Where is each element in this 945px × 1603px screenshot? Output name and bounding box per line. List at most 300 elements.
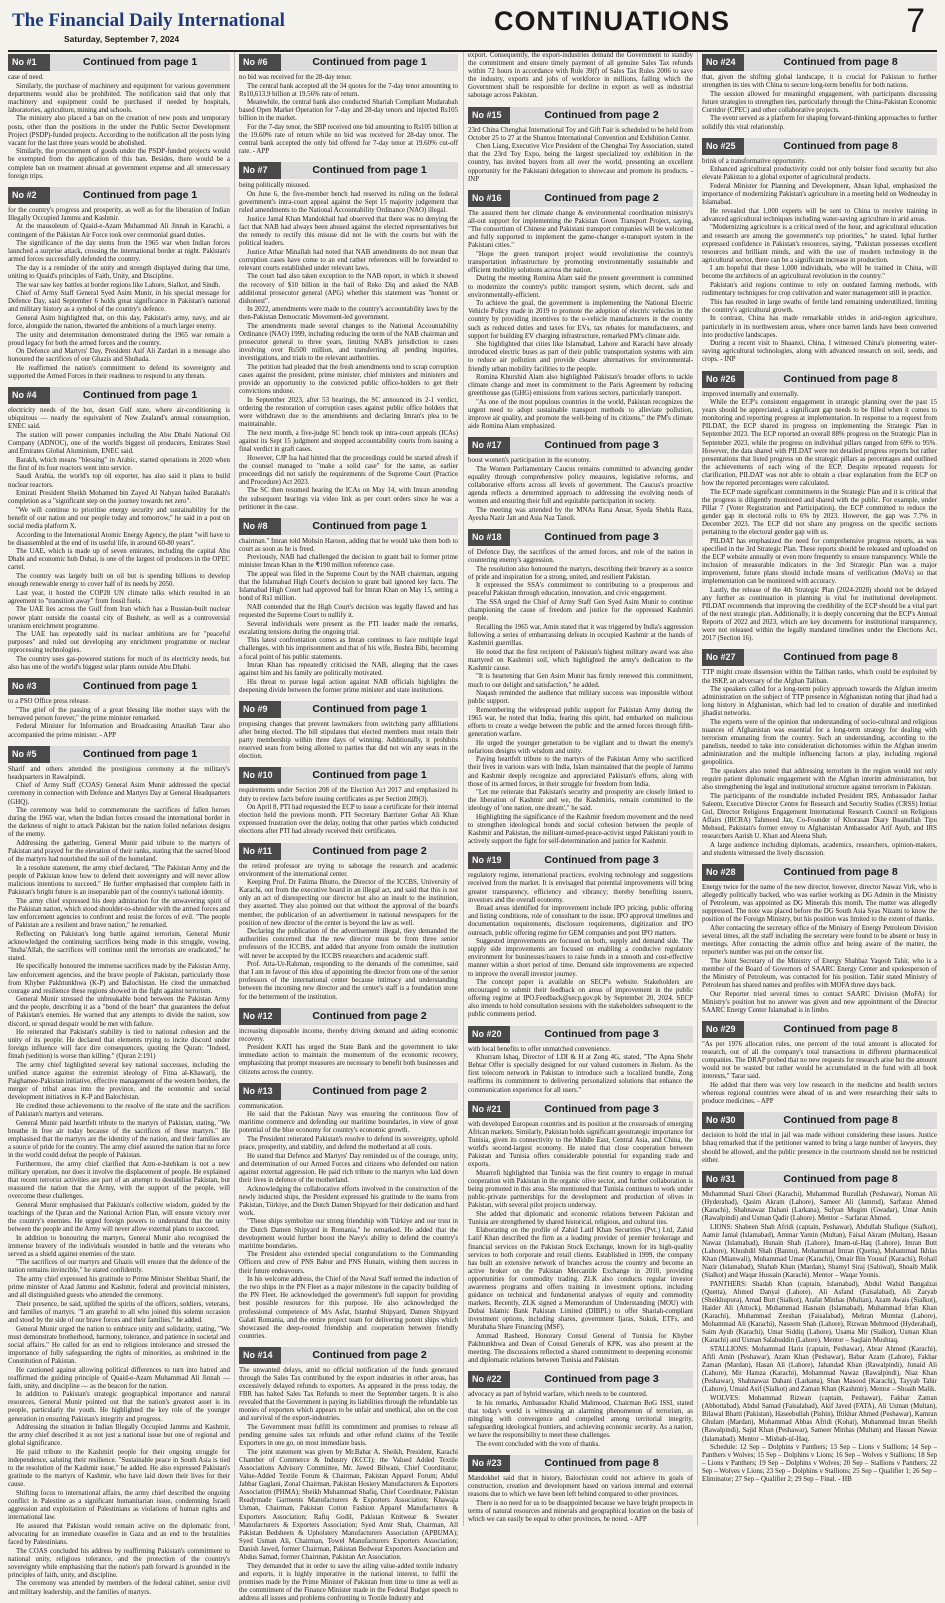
article-header [8, 187, 230, 204]
continued-label: Continued from page 1 [50, 746, 230, 763]
article-header [239, 1347, 458, 1364]
article-header [702, 54, 937, 71]
paragraph: proposing changes that prevent lawmakers from switching party affiliations after being elected. The bill stipulates that elected members must retain their party membership within three days of winning. Additionally, it prohibits reserved seats from being allotted to parties that did not win any seats in the election. [239, 720, 458, 761]
article [239, 54, 458, 156]
article-number-tag: No #26 [702, 371, 744, 388]
paragraph: The petition had pleaded that the fresh amendments tend to scrap corruption cases against the president, prime minister, chief ministers and ministers and provide an opportunity to the convicted public office-holders to get their convictions undone. [239, 364, 458, 396]
article-header [702, 1021, 937, 1038]
article-number-tag: No #7 [239, 162, 281, 179]
article-header [8, 746, 230, 763]
continued-label: Continued from page 1 [50, 678, 230, 695]
article-header [702, 649, 937, 666]
paragraph: The court had also taken exception to the NAB report, in which it showed the recovery of $10 billion in the bail of Reko Diq and asked the NAB additional prosecutor general (APG) whether this statement was "honest or dishonest". [239, 273, 458, 305]
article-number-tag: No #30 [702, 1112, 744, 1129]
issue-date: Saturday, September 7, 2024 [64, 34, 180, 44]
paragraph: The central bank accepted all the 34 quotes for the 7-day tenor amounting to Rs10,613.9 billion at 19.56% rate of return. [239, 82, 458, 98]
paragraph: Meanwhile, the central bank also conducted Shariah Compliant Mudarabah based Open Market Operation for 7-day and 28-day tenors and injected Rs105 billion in the market. [239, 99, 458, 123]
paragraph: Highlighting the significance of the Kashmir freedom movement and the need to strengthen ideological bonds and social cohesion between the people of Kashmir and Pakistan, the militant-turned-peace-activist urged Pakistani youth to actively support the fight for self-determination and justice for Kashmir. [468, 814, 693, 846]
article-body [8, 207, 230, 381]
continued-label: Continued from page 3 [510, 437, 693, 454]
continued-label: Continued from page 3 [510, 1026, 693, 1043]
paragraph: During the meeting Romina Alam said the present government is committed to modernize the country's public transport system, which decent, safe and environmentally-efficient. [468, 275, 693, 299]
article [702, 138, 937, 365]
paragraph: The country uses gas-powered stations for much of its electricity needs, but also has one of the world's biggest solar plants outside Abu Dhabi. [8, 656, 230, 672]
paragraph: The appeal was filed in the Supreme Court by the NAB chairman, arguing that the Islamabad High Court's decision to grant bail ignored key facts. The Islamabad High Court had approved bail for Imran Khan on May 15, setting a bond of Rs1 million. [239, 571, 458, 603]
article-body [239, 1367, 458, 1603]
paragraph: The significance of the day stems from the 1965 war when Indian forces launched a surprise attack, crossing the international border at night. Pakistan's armed forces successfully defended the country. [8, 240, 230, 264]
article [468, 1026, 693, 1095]
paragraph: Romina Khurshid Alam also highlighted Pakistan's broader efforts to tackle climate change and meet its commitment to the Paris Agreement by reducing greenhouse gas (GHG) emissions from various sectors, particularly transport. [468, 374, 693, 398]
paragraph: In September 2023, after 53 hearings, the SC announced its 2-1 verdict, ordering the restoration of corruption cases against public office holders that were withdrawn due to the amendments and declaring Imran's plea to be maintainable. [239, 396, 458, 429]
paragraph: She added that diplomatic and economic relations between Pakistan and Tunisia are strengthened by shared historical, religious, and cultural ties. [468, 1210, 693, 1226]
article-number-tag: No #25 [702, 138, 744, 155]
article-header [468, 1455, 693, 1472]
paragraph: To achieve the goal, the government is implementing the National Electric Vehicle Policy made in 2019 to promote the adoption of electric vehicles in the country by providing incentives to the e-vehicle manufacturers in the country such as reduced duties and taxes for EVs, tax rebates for manufacturers, and support for building EV charging infrastructure, remarked PM's climate aide. [468, 300, 693, 340]
paragraph: He assured that Pakistan would remain active on the diplomatic front, advocating for an immediate ceasefire in Gaza and an end to the brutalities faced by Palestinians. [8, 1522, 230, 1546]
paragraph: I am hopeful that these 1,000 individuals, who will be trained in China, will become the architects of an agricultural revolution in the country." [702, 265, 937, 281]
article [468, 1101, 693, 1366]
article-number-tag: No #6 [239, 54, 281, 71]
paragraph: Lastly, the release of the 4th Strategic Plan (2024-2028) should not be delayed any further as continuation in planning is vital for institutional development. PILDAT recommends that improving the credibility of the ECP should be a vital part of the next strategic plan. Additionally, it is deeply concerning that the ECP's Annual Reports of 2022 and 2023, which are key documents for institutional transparency, were not released within the legally mandated timelines under the Elections Act, 2017 (Section 16). [702, 586, 937, 643]
paragraph: no bid was received for the 28-day tenor. [239, 74, 352, 81]
paragraph: Acknowledging the collaborative efforts involved in the construction of the newly inducted ships, the President expressed his gratitude to the teams from Pakistan, Türkiye, and the Dutch Damen Shipyard for their dedication and hard work. [239, 1185, 458, 1217]
paragraph: In 2022, amendments were made to the country's accountability laws by the then-Pakistan Democratic Movement-led government. [239, 306, 458, 322]
paragraph: While the ECP's consistent engagement in strategic planning over the past 15 years should be appreciated, a significant gap needs to be filled when it comes to monitoring and reporting progress at implementation. In response to a request from PILDAT, the ECP shared its progress on implementing the Strategic Plan in September 2023. The ECP reported an overall 88% progress on the Strategic Plan in September 2023, while the progress on individual pillars ranged from 69% to 95%. However, the data shared with PILDAT were not detailed progress reports but rather presentations that listed progress on the strategic pillars as percentages and outlined the achievements of each wing of the ECP. Despite repeated requests for clarification, PILDAT was not able to obtain a clear explanation from the ECP on how the reported percentages were calculated. [702, 399, 937, 488]
article-body [468, 210, 693, 432]
paragraph: "It is heartening that Gen Asim Munir has firmly renewed this commitment, much to our delight and satisfaction," he added. [468, 673, 693, 689]
article [468, 107, 693, 184]
paragraph: The ministry also placed a ban on the creation of new posts and temporary posts, other than the positions in the under the Public Sector Development Project (PSDP)-funded projects. According to the notification all the posts lying vacant for the last three years would be abolished. [8, 115, 230, 147]
article-header [8, 54, 230, 71]
paragraph: "As one of the most populous countries in the world, Pakistan recognizes the urgent need to adopt sustainable transport methods to alleviate pollution, improve air quality, and promote the well-being of its citizens," the PM's climate aide Romina Alam emphasized. [468, 398, 693, 431]
article-number-tag: No #1 [8, 54, 50, 71]
continued-label: Continued from page 1 [50, 54, 230, 71]
paragraph: After contacting the secretary office of the Ministry of Energy Petroleum Division several times, all the staff including the secretary were found to be absent or busy in meetings. After contacting the admin office and being aware of the matter, the reporter's number was put on the censor list. [702, 925, 937, 957]
paragraph: advocacy as part of hybrid warfare, which needs to be countered. [468, 1391, 648, 1399]
paragraph: The participants of the roundtable included President IRS, Ambassador Jauhar Saleem, Executive Director Centre for Research and Security Studies (CRSS) Imtiaz Gul, Director Religious Engagement International Research Council on Religious Affairs (IRCRA) Tahmeed Jan, Co-Founder of Khorasan Diary Ihsanullah Tipu Mehsud, Pakistan's former envoy to Afghanistan Ambassador Arif Ayub, and IRS researchers Aarish U. Khan and Aleena Shah. [702, 792, 937, 841]
article-header [702, 864, 937, 881]
paragraph: The speakers called for a long-term policy approach towards the Afghan interim administration on the subject of TTP presence in Afghanistan noting that jihad had a long history in Afghanistan, which had led to creation of durable and interlinked jihadist networks. [702, 686, 937, 718]
paragraph: This latest confrontation comes as Imran continues to face multiple legal challenges, with his imprisonment and that of his wife, Bushra Bibi, becoming a focal point of his public statements. [239, 637, 458, 661]
paragraph: Remembering the widespread public support for Pakistan Army during the 1965 war, he noted that India, fearing this spirit, had embarked on malicious efforts to create a wedge between the public and the armed forces through fifth-generation warfare. [468, 706, 693, 739]
paragraph: to a PSO Office press release. [8, 698, 91, 706]
paragraph: In contrast, China has made remarkable strides in arid-region agriculture, particularly in its northwestern areas, where once barren lands have been converted into productive landscapes. [702, 315, 937, 339]
paragraph: The UAE has repeatedly said its nuclear ambitions are for "peaceful purposes" and ruled out developing any enrichment programme or nuclear reprocessing technologies. [8, 631, 230, 655]
article-header [239, 54, 458, 71]
paragraph: General Munir paid heartfelt tribute to the martyrs of Pakistan, stating, "We breathe in free air today because of the sacrifices of these martyrs." He emphasised that the martyrs are the identity of the nation, and their families are a source of pride for the country. The army chief assured the nation that no force in the world could defeat the people of Pakistan. [8, 1119, 230, 1160]
article-body [8, 407, 230, 672]
paragraph: The station will power companies including the Abu Dhabi National Oil Company (ADNOC), one of the world's biggest oil producers, Emirates Steel and Emirates Global Aluminium, ENEC said. [8, 431, 230, 456]
paragraph: WOLVES: Mohammad Rizwan (captain, Peshawar), Fakhar Zaman (Abbottabad), Abdul Samad (Faisalabad), Akif Javed (FATA), Ali Usman (Multan), Bilawal Bhatti (Pakistan), Haseebullah (Pishin), Iftikhar Ahmed (Peshawar), Kamran Ghulam (Mardan), Mohammad Abbas Afridi (Kohat), Muhammad Imran Sheikh (Rawalpindi), Sajid Khan (Peshawar), Sameer Minhas (Multan) and Hassan Nawaz (Islamabad). Mentor – Misbah-ul-Haq. [702, 1395, 937, 1443]
paragraph: A large audience including diplomats, academics, researchers, opinion-makers, and students witnessed the lively discussion. [702, 841, 937, 857]
article-header [239, 1083, 458, 1100]
paragraph: Justice Athar Minallah had noted that NAB amendments do not mean that corruption cases have come to an end rather references will be forwarded to relevant courts established under relevant laws. [239, 248, 458, 272]
article-body [8, 766, 230, 1597]
paragraph: The joint statement was given by Mr.Babar A. Sheikh, President, Karachi Chamber of Commerce & Industry (KCCI); the Valued Added Textile Associations Advisory Committee, Mr. Jawed Bilwani, Chief Coordinator, Value-Added Textile Forum & Chairman, Pakistan Apparel Forum; Abdul Jabbar Gaglani, Zonal Chairman, Pakistan Hosiery Manufacturers & Exporters Association (PHMA); Sheikh Muhammad Shafiq, Chief Coordinator, Pakistan Readymade Garments Manufacturers & Exporters Association; Khawaja Usman, Chairman, Pakistan Cotton Fashion Apparel Manufacturers & Exporters Association; Rafiq Godil, Pakistan Knitwear & Sweater Manufacturers & Exporters Association; Syed Amir Shah, Chairman, All Pakistan Bedsheets & Upholstery Manufacturers Association (APBUMA); Syed Usman Ali, Chairman, Towel Manufacturers Exporters Association; Danish Jawed, former Chairman, Pakistan Bedwear Exporters Association and Abdus Samad, former Chairman, Pakistan Art Association. [239, 1448, 458, 1562]
paragraph: Previously, NAB had challenged the decision to grant bail to former prime minister Imran Khan in the ₹190 million reference case. [239, 554, 458, 570]
continued-label: Continued from page 8 [744, 1112, 937, 1129]
paragraph: Prof. Atta-Ur-Rahman, responding to the demands of the committee, said that I am in favour of this idea of appointing the director from one of the senior professors of the international center because intimacy and understanding between the incoming new director and the center's staff is a foundation stone for the betterment of the institution. [239, 961, 458, 1001]
paragraph: The war saw key battles at border regions like Lahore, Sialkot, and Sindh. [16, 281, 221, 289]
article-body [702, 1041, 937, 1106]
paragraph: Khurram Ishaq, Director of LDI & H at Zong 4G, stated, "The Apna Shehr Behtar Offer is specially designed for our valued customers in Jhelum. As the first telecom network in Pakistan to introduce such a localized bundle, Zong reaffirms its commitment to delivering personalized solutions that enhance the communication experience for all users." [468, 1054, 693, 1094]
paragraph: export. Consequently, the export-industries demand the Government to standby the commitment and ensure timely payment of all genuine Sales Tax refunds within 72 hours in accordance with Rule 39(f) of Sales Tax Rules 2006 to save the industry, exports and jobs of workforce in millions, failing which the Government shall be responsible for decline in export as well as industrial sabotage across Pakistan. [468, 52, 693, 100]
continued-label: Continued from page 3 [510, 529, 693, 546]
article-header [468, 852, 693, 869]
article-number-tag: No #4 [8, 387, 50, 404]
continued-label: Continued from page 3 [510, 1371, 693, 1388]
paragraph: During a recent visit to Shaanxi, China, I witnessed China's pioneering water-saving agricultural technologies, along with advanced research on soil, seeds, and crops. - INP [702, 340, 937, 364]
paragraph: Naqash reminded the audience that military success was impossible without public support. [468, 690, 693, 706]
article-number-tag: No #18 [468, 529, 510, 546]
paragraph: the retired professor are trying to sabotage the research and academic environment of the international center. [239, 862, 458, 878]
paragraph: The army chief expressed his gratitude to Prime Minister Shehbaz Sharif, the prime minister of Azad Jammu and Kashmir, federal and provincial ministers, and all distinguished guests who attended the ceremony. [8, 1275, 230, 1300]
paragraph: Energy twice for the name of the new director, however, director Nawaz Virk, who is allegedly politically backed, who was earlier working as DG Admin in the Ministry of Petroleum, was appointed as DG Minerals this month. The matter was allegedly suppressed. The note was placed before the DG South Asia Syas Nizami to know the position of the Foreign Ministry, but his position was limited to the extent of thanks. [702, 884, 937, 924]
paragraph: The session allowed for meaningful engagement, with participants discussing future strategies to strengthen ties, particularly through the China-Pakistan Economic Corridor (CPEC) and other collaborative projects. [702, 90, 937, 114]
paragraph: PILDAT has emphasized the need for comprehensive progress reports, as was specified in the 3rd Strategic Plan. These reports should be released and uploaded on the ECP website annually or even more frequently to ensure transparency. While the inclusion of measurable indicators in the 3rd Strategic Plan was a major improvement, future plans should include means of verification (MoVs) so that implementation can be monitored with accuracy. [702, 537, 937, 586]
article-number-tag: No #22 [468, 1371, 510, 1388]
paragraph: General Munir urged the nation to embrace unity and solidarity, stating, "We must demonstrate brotherhood, harmony, tolerance, and patience in societal and social affairs." He called for an end to religious intolerance and stressed the importance of fully safeguarding the rights of minorities, as enshrined in the Constitution of Pakistan. [8, 1325, 230, 1365]
article-number-tag: No #16 [468, 190, 510, 207]
paragraph: Ammad Rasheed, Honorary Consul General of Tunisia for Khyber Pakhtunkhwa and Dean of Consul Generals of KPK, was also present at the meeting. The discussions reflected a shared commitment to deepening economic and diplomatic relations between Tunisia and Pakistan. [468, 1333, 693, 1365]
article-body [702, 74, 937, 132]
article-header [468, 437, 693, 454]
article [239, 162, 458, 511]
article-body [702, 391, 937, 644]
paragraph: electricity needs of the hot, desert Gulf state, where air-conditioning is ubiquitous — nearly the equivalent of New Zealand's annual consumption, ENEC said. [8, 407, 230, 431]
article-body [468, 457, 693, 523]
article [239, 1083, 458, 1341]
paragraph: This has resulted in large swaths of fertile land remaining underutilized, limiting the country's agricultural growth. [702, 298, 937, 314]
paragraph: Furthermore, the army chief clarified that Azm-e-Istehkam is not a new military operation, nor does it involve the displacement of people. He explained that recent terrorist activities are part of an attempt to destabilise Pakistan, but reassured the nation that the Army, with the support of the people, will overcome these challenges. [8, 1160, 230, 1201]
article [468, 52, 693, 101]
article [702, 864, 937, 1015]
article-number-tag: No #12 [239, 1008, 281, 1025]
article-header [702, 138, 937, 155]
paragraph: "The grief of the passing of a great blessing like mother stays with the bereaved person forever," the prime minister remarked. [8, 706, 230, 722]
article-number-tag: No #14 [239, 1347, 281, 1364]
article-number-tag: No #29 [702, 1021, 744, 1038]
paragraph: In addition to honouring the martyrs, General Munir also recognised the immense bravery of the individuals wounded in battle and the veterans who served as a shield against enemies of the state. [8, 1234, 230, 1258]
paragraph: "Modernizing agriculture is a critical need of the hour, and agricultural education and research are among the government's top priorities," he stated. Iqbal further expressed confidence in Pakistan's resources, saying, "Pakistan possesses excellent resources and brilliant minds, and with the use of modern technology in the agricultural sector, there can be a significant increase in production. [702, 224, 937, 264]
paragraph: The army chief highlighted several key national successes, including the unified stance against the extremist ideology of Fitna al-Khawarij, the Paighamee-Pakistan initiative, effective management of the western borders, the merger of tribal areas into the province, and the economic and social development initiatives in K-P and Balochistan. [8, 1062, 230, 1102]
paragraph: Chen Liang, Executive Vice President of the Chenghai Toy Association, stated that the 23rd Toy Expo, being the largest specialized toy exhibition in the country, has invited buyers from all over the world, presenting an excellent opportunity for the Pakistani delegation to showcase and promote its products. - INP [468, 143, 693, 183]
continued-label: Continued from page 8 [744, 371, 937, 388]
page-number: 7 [906, 2, 925, 40]
article-number-tag: No #8 [239, 518, 281, 535]
paragraph: On Defence and Martyrs' Day, President Asif Ali Zardari in a message also honoured the sacrifices of our Ghazis and Shuhada. [8, 348, 230, 364]
paragraph: The resolution also honoured the martyrs, describing their bravery as a source of pride and inspiration for a strong, united, and resilient Pakistan. [468, 565, 693, 581]
article-number-tag: No #31 [702, 1171, 744, 1188]
paragraph: Enhanced agricultural productivity could not only bolster food security but also elevate Pakistan to a global exporter of agricultural products. [702, 166, 937, 182]
article-number-tag: No #19 [468, 852, 510, 869]
continued-label: Continued from page 1 [281, 54, 458, 71]
paragraph: Federal Minister for Planning and Development, Ahsan Iqbal, emphasized the importance of modernizing Pakistan's agriculture in a meeting held on Wednesday in Islamabad. [702, 182, 937, 207]
paragraph: Several individuals were present as the PTI leader made the remarks, escalating tensions during the ongoing trial. [239, 620, 458, 636]
paragraph: He noted that the first recipient of Pakistan's highest military award was also martyred on Kashmiri soil, which highlighted the army's dedication to the Kashmir cause. [468, 648, 693, 672]
paragraph: The UAE, which is made up of seven emirates, including the capital Abu Dhabi and economic hub Dubai, is one of the largest oil producers in the OPEC cartel. [8, 548, 230, 572]
paragraph: Justice Jamal Khan Mandokhail had observed that there was no denying the fact that NAB had always been abused against the elected representatives but the remedy to rectify this misuse did not lie with the courts but with the political leaders. [239, 215, 458, 248]
paragraph: In his remarks, Ambassador Khalid Mahmood, Chairman BoG ISSI, stated that today's world is witnessing an alarming phenomenon of terrorism, as mingling with convergence and compelled among territorial integrity, safeguarding ideological frontiers, and achieving economic security. As a nation, we have the responsibility to meet these challenges. [468, 1400, 693, 1440]
paragraph: "As per 1976 allocation rules, one percent of the total amount is allocated for research, out of all the company's total transactions in different pharmaceutical companies. The DRAP probed that no new requests for research arise but the amount would not be wasted but rather would be accumulated in the fund with all book interests," Tarar said. [702, 1041, 937, 1081]
paragraph: Similarly, the procurement of goods under the PSDP-funded projects would be exempted from the application of this ban. Besides, there would be a complete ban on treatment abroad at government expense and all unnecessary foreign trips. [8, 148, 230, 180]
paragraph: STALLIONS: Mohammad Haris (captain, Peshawar), Abrar Ahmed (Karachi), Afifi Amin (Peshawar), Azam Khan (Peshawar), Babar Azam (Lahore), Fakhar Zaman (Mardan), Hasan Ali (Lahore), Jahandad Khan (Rawalpindi), Junaid Ali (Lahore), Mir Hamza (Karachi), Mohammad Nawaz (Rawalpindi), Niaz Khan (Peshawar), Shahnawaz Dahani (Larkana), Shan Masood (Karachi), Tayyab Tahir (Lahore), Umaid Asif (Sialkot) and Zaman Khan (Kashmir). Mentor – Shoaib Malik. [702, 1345, 937, 1394]
article-body [702, 669, 937, 858]
paragraph: Imran Khan has repeatedly criticised the NAB, alleging that the cases against him and his family are politically motivated. [239, 662, 458, 678]
continued-label: Continued from page 1 [50, 387, 230, 404]
paragraph: case of need. [8, 74, 44, 81]
article-number-tag: No #17 [468, 437, 510, 454]
paragraph: Addressing the situation in Indian Illegally Occupied Jammu and Kashmir, the army chief described it as not just a national issue but one of regional and global significance. [8, 1424, 230, 1448]
article [702, 371, 937, 644]
paragraph: Mandokhel said that in history, Balochistan could not achieve its goals of construction, creation and development based on various internal and external reasons due to which we have been left behind compared to other provinces. [468, 1475, 693, 1499]
paragraph: Chief of Army Staff (COAS) General Asim Munir addressed the special ceremony in connection with Defence and Martyrs Day at General Headquarters (GHQ). [8, 782, 230, 806]
article [239, 843, 458, 1002]
article-header [468, 1101, 693, 1118]
continued-label: Continued from page 8 [744, 54, 937, 71]
paragraph: Muarrefi highlighted that Tunisia was the first country to engage in mutual cooperation with Pakistan in the organic olive sector, and further collaboration is being promoted in this area. She mentioned that Tunisia continues to work under public-private partnerships for the development and production of olives in Pakistan, with several pilot projects underway. [468, 1169, 693, 1210]
article-number-tag: No #13 [239, 1083, 281, 1100]
continued-label: Continued from page 1 [281, 701, 458, 718]
paragraph: There is no need for us to be disappointed because we have bright prospects in terms of natural resources and minerals and geographical location on the basis of which we can easily be equal to other provinces, he noted. - APP [468, 1499, 693, 1524]
continued-label: Continued from page 8 [510, 1455, 693, 1472]
article [702, 1021, 937, 1106]
article-body [468, 1046, 693, 1095]
paragraph: Schedule: 12 Sep – Dolphins v Panthers; 13 Sep – Lions v Stallions; 14 Sep – Panthers v Wolves; 15 Sep – Dolphins v Lions; 16 Sep – Wolves v Stallions; 18 Sep – Lions v Panthers; 19 Sep – Dolphins v Wolves; 20 Sep – Stallions v Panthers; 22 Sep – Wolves v Lions; 23 Sep – Dolphins v Stallions; 25 Sep – Qualifier 1; 26 Sep – Eliminator; 27 Sep – Qualifier 2; 29 Sep – Final. - HB [702, 1444, 937, 1484]
article-body [8, 74, 230, 181]
paragraph: regulatory regime, international practices, evolving technology and suggestions received from the market. It is envisaged that potential improvements will bring greater transparency, efficiency and vibrancy; thereby benefiting issuers, investors and the overall economy. [468, 872, 693, 904]
paragraph: with developed European countries and its position at the crossroads of emerging African markets. Similarly, Pakistan holds significant geostrategic importance for Tunisia, given its connectivity to the Middle East, Central Asia, and China, the world's second-largest economy. He stated that close cooperation between Pakistan and Tunisia offers considerable potential for expanding trade and exports. [468, 1120, 693, 1169]
article-body [239, 1028, 458, 1077]
article-body [239, 1103, 458, 1341]
article-body [239, 863, 458, 1002]
article-body [468, 1121, 693, 1366]
paragraph: Saudi Arabia, the world's top oil exporter, has also said it plans to build nuclear reactors. [8, 473, 230, 489]
article-body [468, 1391, 693, 1449]
article-body [468, 52, 693, 101]
paragraph: In a resolute statement, the army chief declared, "The Pakistan Army and the people of Pakistan know how to defend their sovereignty and will never allow malicious intentions to succeed." He further emphasised that complete faith in Pakistan's bright future is an inseparable part of the country's national identity. [8, 864, 230, 897]
paragraph: The UAE lies across the Gulf from Iran which has a Russian-built nuclear power plant outside the coastal city of Bushehr, as well as a controversial uranium enrichment programme. [8, 606, 230, 630]
article-number-tag: No #24 [702, 54, 744, 71]
continued-label: Continued from page 8 [744, 1171, 937, 1188]
paragraph: NAB contended that the High Court's decision was legally flawed and has requested the Supreme Court to nullify it. [239, 603, 458, 620]
paragraph: The ECP made significant commitments in the Strategic Plan and it is critical that the progress is diligently monitored and shared with the public. For example, under Pillar 7 (Voter Registration and Participation), the ECP committed to reduce the gender gap in electoral rolls to 6% by 2023. However, the gap was 7.7% in December 2023. The ECP did not share any progress on the specific sections pertaining to the electoral gender gap with us. [702, 488, 937, 537]
article-body [468, 1475, 693, 1524]
paragraph: requirements under Section 208 of the Election Act 2017 and emphasized its duty to review facts before issuing certificates as per Section 209(3). [239, 787, 458, 803]
continued-label: Continued from page 2 [281, 1083, 458, 1100]
continued-label: Continued from page 2 [281, 1347, 458, 1364]
paragraph: Our Reporter tried several times to contact SAARC Division (MoFA) for Ministry's position but no answer was given and new appointment of the Director SAARC Energy Center Islamabad is in limbo. [702, 990, 937, 1014]
paragraph: chairman." Imran told Mohsin Haroon, adding that he would take them both to court as soon as he is freed. [239, 537, 458, 553]
continued-label: Continued from page 2 [281, 843, 458, 860]
paragraph: Similarly, the purchase of machinery and equipment for various government departments would also be prohibited. The notification said that only that machinery and equipment could be purchased if needed by hospitals, laboratories, agriculture, mining and schools. [8, 82, 230, 114]
paragraph: Paying heartfelt tribute to the martyrs of the Pakistan Army who sacrificed their lives in various wars with India, Islam maintained that the people of Jammu and Kashmir deeply recognize and appreciated Pakistan's efforts, along with those of its armed forces, in their struggle for freedom from India. [468, 756, 693, 788]
article-number-tag: No #23 [468, 1455, 510, 1472]
article-number-tag: No #20 [468, 1026, 510, 1043]
article-body [702, 158, 937, 365]
article-header [702, 371, 937, 388]
paragraph: The amendments made several changes to the National Accountability Ordinance (NAO) 1999, including reducing the term of the NAB chairman and prosecutor general to three years, limiting NAB's jurisdiction to cases involving over Rs500 million, and transferring all pending inquiries, investigations, and trials to the relevant authorities. [239, 323, 458, 363]
paragraph: General Munir emphasised that Pakistan's collective wisdom, guided by the teachings of the Quran and the National Action Plan, will ensure victory over the country's enemies. He urged foreign powers to understand that the unity between the people and the Army will never allow external plans to succeed. [8, 1201, 230, 1233]
newspaper-brand: The Financial Daily International [12, 10, 285, 31]
article-header [239, 162, 458, 179]
paragraph: President KATI has urged the State Bank and the government to take immediate action to maintain the momentum of the economic recovery, emphasizing that prompt measures are necessary to benefit both businesses and citizens across the country. [239, 1044, 458, 1076]
article-header [239, 701, 458, 718]
paragraph: The experts were of the opinion that understanding of socio-cultural and religious nuances of Afghanistan was essential for a long-term strategy for dealing with terrorism emanating from the country. Such an understanding, according to the panelists, needed to take into consideration dichotomies within the Afghan interim administration and the multiple influencing factors at play, including regional geopolitics. [702, 718, 937, 767]
paragraph: with local benefits to offer unmatched convenience. [468, 1045, 611, 1053]
paragraph: Addressing the gathering, General Munir paid tribute to the martyrs of Pakistan and prayed for the elevation of their ranks, stating that the sacred blood of the martyrs had nourished the soil of the homeland. [8, 840, 230, 864]
paragraph: The President also extended special congratulations to the Commanding Officers and crew of PNS Babur and PNS Hunain, wishing them success in their future endeavours. [239, 1251, 458, 1275]
article [468, 852, 693, 1019]
article [8, 187, 230, 381]
article [468, 1371, 693, 1449]
paragraph: He cautioned against allowing political differences to turn into hatred and reaffirmed the guiding principle of Quaid-e-Azam Muhammad Ali Jinnah — faith, unity, and discipline — as the beacon for the nation. [8, 1366, 230, 1390]
article [468, 529, 693, 846]
article-header [468, 1371, 693, 1388]
paragraph: The President reiterated Pakistan's resolve to defend its sovereignty, uphold peace, prosperity, and stability, and defend the motherland at all costs. [239, 1136, 458, 1152]
continued-label: Continued from page 8 [744, 138, 937, 155]
continued-label: Continued from page 8 [744, 649, 937, 666]
article-header [239, 767, 458, 784]
paragraph: The Government must fulfill its commitment and promises to release all pending genuine sales tax refunds and other refund claims of the Textile Exporters in one go, on most immediate basis. [239, 1424, 458, 1448]
article-body [702, 1191, 937, 1485]
article-header [239, 1008, 458, 1025]
paragraph: In his welcome address, the Chief of the Naval Staff termed the induction of the two ships in the PN Fleet as a major milestone in the capacity building of the PN Fleet. He acknowledged the government's full support for providing best possible resources for this purpose. He also acknowledged the professional competence of M/s Asfat, Istanbul Shipyard, Damen Shipyard Galati Romania, and the entire project team for delivering potent ships which showcased the deep-rooted friendship and cooperation between friendly countries. [239, 1276, 458, 1340]
article-body [239, 538, 458, 695]
article-body [239, 182, 458, 511]
paragraph: He paid tribute to the Kashmiri people for their ongoing struggle for independence, saluting their resilience. "Sustainable peace in South Asia is tied to the resolution of the Kashmir issue," he added. He also expressed Pakistan's gratitude to the martyrs of Kashmir, who have laid down their lives for their cause. [8, 1448, 230, 1489]
article-header [468, 190, 693, 207]
article-header [239, 518, 458, 535]
article [702, 54, 937, 132]
paragraph: The country was largely built on oil but is spending billions to develop enough renewable energy to cover half of its needs by 2050. [8, 573, 230, 589]
article-number-tag: No #5 [8, 746, 50, 763]
article-number-tag: No #21 [468, 1101, 510, 1118]
paragraph: Keeping Prof. Dr Fatima Bhutto, the Director of the ICCBS, University of Karachi, out from the executive board in an illegal act, and said that this is not only an act of disrespecting our director but also an insult to the institution, they asserted. They also pointed out that without the approval of the board's member, the publication of an advertisement in national newspapers for the position of new director of the center is beyond the law as well. [239, 879, 458, 927]
article-number-tag: No #11 [239, 843, 281, 860]
paragraph: Federal Minister for Information and Broadcasting Attaullah Tarar also accompanied the prime minister. - APP [8, 723, 230, 739]
paragraph: Recalling the 1965 war, Amin stated that it was triggered by India's aggression following a series of embarrassing defeats in occupied Kashmir at the hands of Kashmiri guerrillas. [468, 623, 693, 648]
paragraph: Elaborating on the profile of Zahid Latif Khan Securities (Pvt.) Ltd, Zahid Latif Khan described the firm as a leading provider of premier brokerage and financial services on the Pakistan Stock Exchange, known for its high-quality services to both corporate and retail clients. Established in 1999, the company has built an extensive network of branches across the country and become an active broker on the Pakistan Mercantile Exchange in 2010, providing opportunities for commodity trading. ZLK also conducts regular investor awareness programs and offers training in investment options, including guidance on technical and fundamental analyses of equity and commodity markets. Recently, ZLK signed a Memorandum of Understanding (MOU) with Dubai Islamic Bank Pakistan Limited (DIBPL) to offer Shariah-compliant investment options, including shares, government Ijaras, Sukuk, ETFs, and Murabaha Share Financing (MSF). [468, 1227, 693, 1332]
paragraph: "Let me reiterate that Pakistan's security and prosperity are closely linked to the liberation of Kashmir and we, the Kashmiris, remain committed to the ideology of 'one nation, one dream'," he said. [468, 789, 693, 813]
paragraph: In addition to Pakistan's strategic geographical importance and natural resources, General Munir pointed out that the nation's greatest asset is its people, particularly the youth. He highlighted the key role of the younger generation in ensuring Pakistan's integrity and progress. [8, 1391, 230, 1423]
article [239, 1008, 458, 1077]
continued-label: Continued from page 1 [281, 162, 458, 179]
article-header [468, 529, 693, 546]
paragraph: The SC then resumed hearing the ICAs on May 14, with Imran attending the subsequent hearings via video link as per court orders since he was a petitioner in the case. [239, 487, 458, 511]
continued-label: Continued from page 2 [510, 107, 693, 124]
paragraph: He said that the Pakistan Navy was ensuring the continuous flow of maritime commerce and defending our maritime boundaries, in view of great potential of the blue economy for country's economic growth. [239, 1111, 458, 1135]
article-body [702, 884, 937, 1015]
article-body [468, 127, 693, 184]
column-3 [468, 52, 693, 1526]
paragraph: For the 7-day tenor, the SBP received one bid amounting to Rs105 billion at the 19.60% rate of return while no bid was received for 28-day tenor. The central bank accepted the only bid offered for 7-day tenor at 19.60% cut-off rate. - APP [239, 124, 458, 156]
article-number-tag: No #9 [239, 701, 281, 718]
paragraph: Reflecting on Pakistan's long battle against terrorism, General Munir acknowledged the continuing sacrifices being made in this struggle, vowing, "Insha'Allah, the sacrifices will continue until the terrorists are eradicated," he stated. [8, 930, 230, 962]
column-4 [702, 52, 937, 1526]
paragraph: General Munir stressed the unbreakable bond between the Pakistan Army and the people, describing it as a "bond of the heart" that guarantees the defeat of Pakistan's enemies. He warned that any attempts to divide the nation, sow discord, or spread despair would be met with failure. [8, 996, 230, 1028]
paragraph: The army chief expressed his deep admiration for the unwavering spirit of the Pakistan nation, which stood shoulder-to-shoulder with the armed forces and law enforcement agencies to confront and resist the forces of evil. "The people of Pakistan are a resilient and brave nation," he remarked. [8, 897, 230, 929]
continued-label: Continued from page 8 [744, 1021, 937, 1038]
article-header [468, 107, 693, 124]
article-header [702, 1171, 937, 1188]
paragraph: The meeting was attended by the MNAs Rana Ansar, Syeda Shehla Raza, Ayesha Nazir Jatt and Asia Naz Tanoli. [468, 506, 693, 522]
paragraph: Chief of Army Staff General Syed Asim Munir, in his special message for Defence Day, said September 6 holds great significance in Pakistan's national and military history as a symbol of the country's defence. [8, 290, 230, 314]
article-number-tag: No #15 [468, 107, 510, 124]
article-header [8, 678, 230, 695]
masthead [8, 4, 937, 48]
article-number-tag: No #28 [702, 864, 744, 881]
paragraph: She highlighted that cities like Islamabad, Lahore and Karachi have already introduced electric buses as part of their public transportation systems with aim to reduce air pollution and provide cleaner alternatives for environmental-friendly urban mobility facilities to the people. [468, 341, 693, 373]
paragraph: "We will continue to prioritise energy security and sustainability for the benefit of our nation and our people today and tomorrow," he said in a post on social media platform X. [8, 506, 230, 530]
paragraph: Barakh, which means "blessing" in Arabic, started operations in 2020 when the first of its four reactors went into service. [8, 456, 230, 472]
paragraph: He urged the younger generation to be vigilant and to thwart the enemy's nefarious designs with wisdom and unity. [468, 739, 693, 755]
article-number-tag: No #10 [239, 767, 281, 784]
paragraph: The unity and determination demonstrated during the 1965 war remain a proud legacy for both the armed forces and the country. [8, 331, 230, 347]
paragraph: being politically misused. [239, 182, 311, 190]
article-body [702, 1132, 937, 1164]
paragraph: "These ships symbolize our strong friendship with Türkiye and our trust in the Dutch Damen Shipyard in Romania," he remarked. He added that the development would further boost the Navy's ability to defend the country's maritime boundaries. [239, 1218, 458, 1250]
column-divider [463, 52, 464, 1526]
paragraph: The speakers also noted that addressing terrorism in the region would not only require patient diplomatic engagement with the Afghan interim administration, but also strengthening the legal and institutional structure against terrorism in Pakistan. [702, 768, 937, 792]
paragraph: improved internally and externally. [702, 390, 799, 398]
paragraph: He reiterated that Pakistan's stability is tied to national cohesion and the unity of its people. He declared that elements trying to incite discord under foreign influence will face dire consequences, quoting the Quran: "Indeed, fitnah (sedition) is worse than killing." (Quran 2:191) [8, 1029, 230, 1061]
paragraph: He revealed that 1,000 experts will be sent to China to receive training in advanced agricultural techniques including water-saving agriculture in arid areas. [702, 207, 937, 223]
article-header [702, 1112, 937, 1129]
paragraph: The unwanted delays, amid no official notification of the funds generated through the Sales Tax contributed by the export industries in other areas, has excessively delayed refunds to exporters. As appeared in the press today, the FBR has halted Sales Tax Refunds to meet the September targets. It is also revealed that the Government is paying its liabilities through the refundable tax monies of exporters which appears to be unfair and unethical, also on the cost and survival of the export-industries. [239, 1366, 458, 1423]
article-number-tag: No #27 [702, 649, 744, 666]
article [702, 649, 937, 858]
paragraph: The SSA urged the Chief of Army Staff Gen Syed Asim Munir to continue championing the cause of freedom and justice for the oppressed Kashmiri people. [468, 599, 693, 623]
column-1 [8, 52, 230, 1596]
paragraph: increasing disposable income, thereby driving demand and aiding economic recovery. [239, 1027, 458, 1043]
paragraph: He reaffirmed the nation's commitment to defend its sovereignty and supported the Armed Forces in their readiness to respond to any threats. [8, 365, 230, 381]
article-body [239, 787, 458, 836]
paragraph: communication. [239, 1102, 284, 1110]
paragraph: The assured them her climate change & environmental coordination ministry's all-out support for implementing the Pakistan Green Transport Project, saying, "The consortium of Chinese and Pakistani transport companies will be welcomed and fully supported to implement the game-changer e-transport system in the Pakistani cities." [468, 209, 693, 250]
paragraph: Sharif and others attended the prestigious ceremony at the military's headquarters in Rawalpindi. [8, 765, 230, 781]
article [239, 1347, 458, 1603]
article [8, 746, 230, 1597]
paragraph: Muhammad Shazi Ghori (Karachi), Muhammad Ruzullah (Peshawar), Noman Ali (Hyderabad), Qasim Akram (Lahore), Sameer Ali (Jamrud), Sarfaraz Ahmed (Karachi), Shahnawaz Dahani (Larkana), Sufyan Mugim (Gwadar), Umar Amin (Rawalpindi) and Usman Qadir (Lahore). Mentor – Sarfaraz Ahmed. [702, 1190, 937, 1222]
paragraph: The concept paper is available on SECP's website. Stakeholders are encouraged to submit their feedback on areas of improvement in the public offering regime at IPO.Feedback@secp.gov.pk by September 20, 2024. SECP also intends to hold consultation sessions with the stakeholders subsequent to the public comments period. [468, 979, 693, 1019]
article [239, 701, 458, 761]
paragraph: Declaring the publication of the advertisement illegal, they demanded the authorities concerned that the new director must be from three senior professors of the ICCBS, and added that anyone from outside the institution will never be accepted by the ICCBS researchers and academic staff. [239, 928, 458, 960]
paragraph: Last year, it hosted the COP28 UN climate talks which resulted in an agreement to "transition away" from fossil fuels. [8, 589, 230, 605]
continued-label: Continued from page 8 [744, 864, 937, 881]
article-number-tag: No #2 [8, 187, 50, 204]
paragraph: boost women's participation in the economy. [468, 457, 591, 465]
paragraph: Their presence, he said, uplifted the spirits of the officers, soldiers, veterans, and families of martyrs. "I am grateful to all who joined this solemn occasion and stood by the side of our brave forces and their families," he added. [8, 1300, 230, 1324]
continued-label: Continued from page 1 [50, 187, 230, 204]
article-body [8, 698, 230, 739]
paragraph: He added that there was very low research in the medicine and health sectors whereas regional countries were ahead of us and were researching their salts to produce medicines. - APP [702, 1082, 937, 1106]
paragraph: "Hope the green transport project would revolutionise the country's transportation infrastructure by promoting environmentally sustainable and efficient mobility solutions across the nation. [468, 250, 693, 274]
paragraph: It expressed the SSA's commitment to contributing to a prosperous and peaceful Pakistan through education, innovation, and civic engagement. [468, 582, 693, 598]
paragraph: Pakistan's arid regions continue to rely on outdated farming methods, with rudimentary techniques for crop cultivation and water management still in practice. [702, 282, 937, 298]
article-body [239, 74, 458, 156]
article [468, 437, 693, 523]
article-body [239, 721, 458, 761]
paragraph: 23rd China Chenghai International Toy and Gift Fair is scheduled to be held from October 25 to 27 at the Shantou International Convention and Exhibition Center. [468, 126, 694, 142]
paragraph: TTP might create dissension within the Taliban ranks, which could be exploited by the ISKP, an adversary of the Afghan Taliban. [702, 669, 937, 685]
paragraph: Shifting focus to international affairs, the army chief described the ongoing conflict in Palestine as a significant humanitarian issue, condemning Israeli aggression and exploitation of Palestinians as violations of human rights and international law. [8, 1489, 230, 1522]
article [8, 54, 230, 181]
continued-label: Continued from page 1 [281, 767, 458, 784]
paragraph: The day is a reminder of the unity and strength displayed during that time, uniting to Quaid's principles of Faith, Unity, and Discipline. [8, 264, 230, 280]
continued-label: Continued from page 1 [281, 518, 458, 535]
column-divider [697, 52, 698, 1526]
